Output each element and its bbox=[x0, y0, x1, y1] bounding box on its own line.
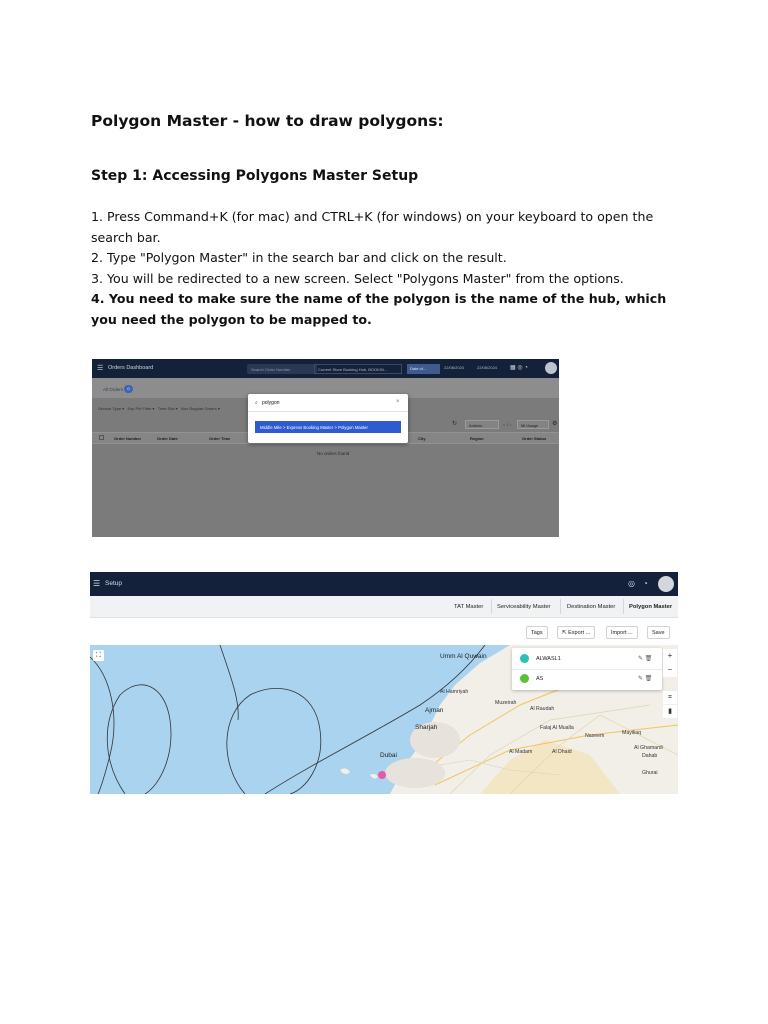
tab-destination-master[interactable]: Destination Master bbox=[567, 604, 616, 610]
city-label-al-ghamardi: Al Ghamardi bbox=[634, 745, 663, 751]
city-label-dubai: Dubai bbox=[380, 752, 397, 759]
urban-area bbox=[385, 758, 445, 788]
instruction-2: 2. Type "Polygon Master" in the search bar and click on the result. bbox=[91, 250, 507, 266]
island bbox=[340, 768, 350, 774]
search-result-polygon-master[interactable]: Middle Mile > Express Booking Master > Polygon Master bbox=[255, 421, 401, 433]
current-store-label: Current Store bbox=[318, 367, 343, 372]
polygon-master-screenshot bbox=[90, 572, 678, 794]
city-label-al-hamriyah: Al Hamriyah bbox=[440, 689, 469, 695]
polygon-name: ALWASL1 bbox=[536, 656, 561, 662]
delete-icon[interactable]: 🗑 bbox=[644, 676, 653, 682]
close-icon[interactable]: × bbox=[396, 399, 400, 405]
tags-button[interactable]: Tags bbox=[526, 626, 548, 639]
polygon-outline[interactable] bbox=[220, 645, 238, 720]
city-label-naseem: Naseem bbox=[585, 733, 605, 739]
save-button[interactable]: Save bbox=[647, 626, 670, 639]
zoom-out-icon[interactable]: − bbox=[667, 665, 673, 674]
document-title: Polygon Master - how to draw polygons: bbox=[91, 112, 444, 130]
current-store-selector[interactable] bbox=[314, 364, 402, 374]
command-search-input[interactable]: polygon bbox=[262, 400, 280, 406]
polygon-row-as[interactable] bbox=[512, 669, 662, 689]
polygon-name: AS bbox=[536, 676, 544, 682]
pagination[interactable]: < 1 > bbox=[503, 422, 513, 427]
header-icons bbox=[510, 364, 528, 371]
gear-icon[interactable]: ⚙ bbox=[552, 421, 558, 427]
orders-dashboard-screenshot bbox=[92, 359, 559, 537]
column-city[interactable]: City bbox=[418, 436, 426, 441]
usage-selector[interactable]: Mi Usage bbox=[517, 420, 549, 429]
row-actions bbox=[638, 655, 652, 662]
zoom-in-icon[interactable]: + bbox=[667, 651, 673, 660]
export-icon: ⇱ bbox=[562, 630, 567, 636]
draw-polygon-icon[interactable]: ⌗ bbox=[663, 691, 677, 704]
city-label-ghurai: Ghurai bbox=[642, 770, 658, 776]
polygon-row-alwasl1[interactable] bbox=[512, 649, 662, 669]
city-label-al-madam: Al Madam bbox=[509, 749, 533, 755]
polygon-outline[interactable] bbox=[90, 657, 114, 794]
city-label-al-dhaid: Al Dhaid bbox=[552, 749, 572, 755]
edit-icon[interactable]: ✎ bbox=[638, 676, 644, 682]
edit-icon[interactable]: ✎ bbox=[638, 656, 644, 662]
city-label-muzeirah: Muzeirah bbox=[495, 700, 517, 706]
zoom-controls bbox=[663, 649, 677, 677]
tab-divider bbox=[623, 599, 624, 614]
date-from-field[interactable]: 22/08/2024 bbox=[444, 365, 465, 370]
fullscreen-icon[interactable]: ⛶ bbox=[93, 650, 104, 661]
city-label-mayiliaq: Mayiliaq bbox=[622, 730, 642, 736]
tab-tat-master[interactable]: TAT Master bbox=[454, 604, 484, 610]
refresh-icon[interactable]: ↻ bbox=[452, 421, 458, 427]
instruction-4: 4. You need to make sure the name of the polygon is the name of the hub, which you need the polygon to be mapped to. bbox=[91, 291, 667, 327]
search-icon: ⌕ bbox=[255, 400, 258, 406]
filter-row: Service Type ▾ Exp Pkt Filter ▾ Time Slot ▾ Non Regular Orders ▾ bbox=[98, 406, 220, 411]
setup-app-title: Setup bbox=[105, 580, 122, 587]
orders-app-title: Orders Dashboard bbox=[108, 365, 154, 371]
polygon-map[interactable] bbox=[90, 645, 678, 794]
current-store-value: Booking Hub, BOOKIN... bbox=[343, 367, 388, 372]
polygon-color-dot bbox=[520, 674, 529, 683]
export-button[interactable] bbox=[557, 626, 595, 639]
tab-divider bbox=[560, 599, 561, 614]
city-label-umm-al-quwain: Umm Al Quwain bbox=[440, 653, 487, 660]
select-all-checkbox[interactable] bbox=[99, 435, 104, 440]
filter-service-type[interactable]: Service Type bbox=[98, 406, 122, 411]
column-order-number[interactable]: Order Number bbox=[114, 436, 142, 441]
filter-exp-pkt[interactable]: Exp Pkt Filter bbox=[127, 406, 152, 411]
tab-divider bbox=[491, 599, 492, 614]
date-type-selector[interactable]: Date of... bbox=[407, 364, 440, 374]
modal-divider bbox=[248, 411, 408, 412]
tab-polygon-master[interactable]: Polygon Master bbox=[629, 604, 673, 610]
help-icon[interactable]: ◎ bbox=[628, 579, 635, 588]
calendar-icon[interactable]: ▦ bbox=[510, 365, 516, 371]
polygon-outline[interactable] bbox=[107, 685, 171, 794]
location-marker[interactable] bbox=[378, 771, 386, 779]
filter-non-regular[interactable]: Non Regular Orders bbox=[180, 406, 217, 411]
order-search-input[interactable]: Search Order Number bbox=[247, 364, 317, 374]
tab-serviceability-master[interactable]: Serviceability Master bbox=[497, 604, 551, 610]
command-search-modal bbox=[248, 394, 408, 443]
column-order-date[interactable]: Order Date bbox=[157, 436, 178, 441]
trash-icon[interactable]: ▮ bbox=[663, 705, 677, 718]
setup-top-bar bbox=[90, 572, 678, 596]
all-orders-count-badge: 0 bbox=[124, 385, 133, 393]
bell-icon[interactable]: ◔ bbox=[643, 579, 648, 588]
instruction-1: 1. Press Command+K (for mac) and CTRL+K (for windows) on your keyboard to open the search bar. bbox=[91, 209, 654, 245]
column-order-time[interactable]: Order Time bbox=[209, 436, 231, 441]
actions-button[interactable]: Actions bbox=[465, 420, 499, 429]
empty-state-message: No orders found bbox=[317, 451, 350, 456]
help-icon[interactable]: ◎ bbox=[517, 365, 523, 371]
city-label-dahab: Dahab bbox=[642, 753, 658, 759]
row-actions bbox=[638, 675, 652, 682]
date-to-field[interactable]: 22/08/2024 bbox=[477, 365, 498, 370]
export-label: Export ... bbox=[568, 630, 591, 636]
polygon-list-panel bbox=[512, 648, 662, 690]
city-label-ajman: Ajman bbox=[425, 707, 444, 714]
city-label-falaj-al-mualla: Falaj Al Mualla bbox=[540, 725, 574, 731]
city-label-al-raudah: Al Raudah bbox=[530, 706, 555, 712]
step-1-instructions bbox=[91, 207, 691, 331]
step-1-heading: Step 1: Accessing Polygons Master Setup bbox=[91, 168, 419, 184]
island bbox=[370, 774, 378, 779]
hamburger-menu-icon[interactable]: ☰ bbox=[97, 365, 104, 372]
hamburger-menu-icon[interactable]: ☰ bbox=[93, 579, 101, 588]
filter-time-slot[interactable]: Time Slot bbox=[157, 406, 175, 411]
column-order-status[interactable]: Order Status bbox=[522, 436, 547, 441]
avatar[interactable] bbox=[545, 362, 557, 374]
city-label-sharjah: Sharjah bbox=[415, 724, 438, 731]
instruction-3: 3. You will be redirected to a new screen. Select "Polygons Master" from the options. bbox=[91, 270, 624, 286]
bell-icon[interactable]: ◔ bbox=[524, 365, 528, 371]
import-button[interactable]: Import ... bbox=[606, 626, 638, 639]
avatar[interactable] bbox=[658, 576, 674, 592]
tab-all-orders[interactable]: All Orders bbox=[103, 387, 124, 392]
polygon-color-dot bbox=[520, 654, 529, 663]
delete-icon[interactable]: 🗑 bbox=[644, 656, 653, 662]
polygon-outline[interactable] bbox=[227, 688, 321, 794]
column-region[interactable]: Region bbox=[470, 436, 484, 441]
